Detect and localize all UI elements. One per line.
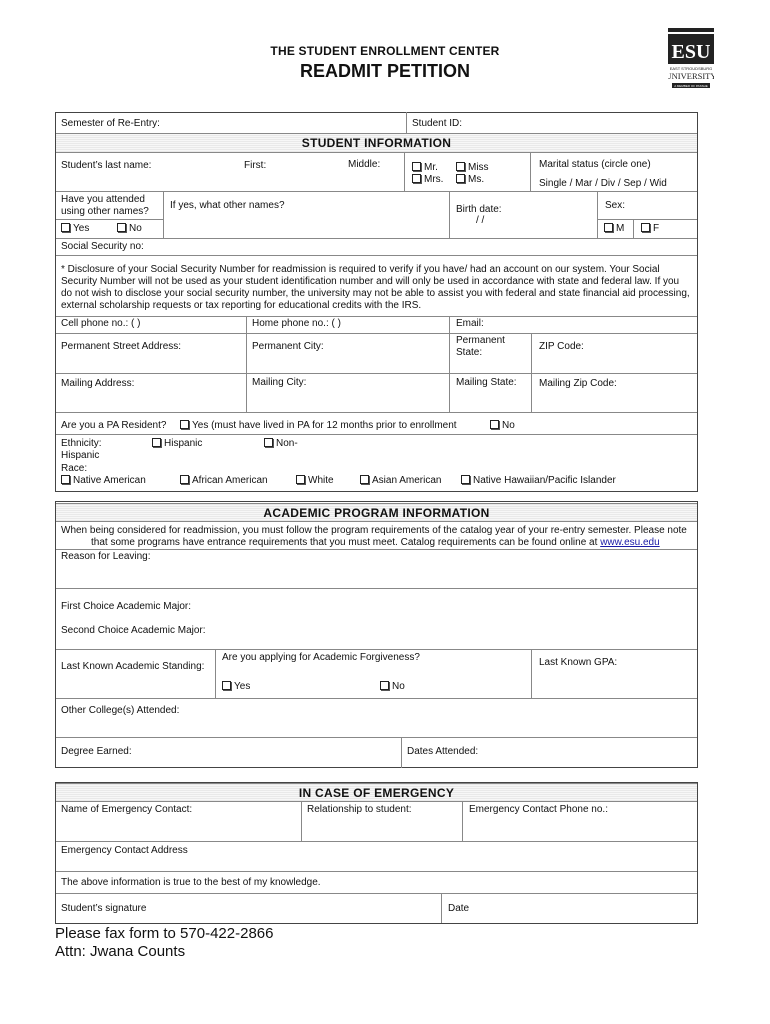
- attention-line: Attn: Jwana Counts: [55, 943, 186, 960]
- ssn-disclosure: * Disclosure of your Social Security Number for readmission is required to verify if you have/ had an account on our system. Your Social Security Number will not be used as your student identification number and will only be used in accordance with state and federal law. If you do not wish to disclose your social security number, the university may not be able to assist you with federal and state financial aid processing, external scholarship requests or tax reporting for educational credits with the IRS.: [61, 264, 690, 311]
- perm-state-label2: State:: [456, 347, 483, 358]
- academic-heading: ACADEMIC PROGRAM INFORMATION: [56, 503, 697, 522]
- title-mr[interactable]: Mr.: [412, 162, 438, 173]
- center-name: THE STUDENT ENROLLMENT CENTER: [270, 44, 500, 58]
- attended-other-names-q2: using other names?: [61, 206, 149, 217]
- ethnicity-hispanic-cont: Hispanic: [61, 450, 100, 461]
- form-header: [0, 44, 770, 82]
- last-name-label: Student’s last name:: [61, 160, 152, 171]
- mailing-zip-label: Mailing Zip Code:: [539, 378, 617, 389]
- forgiveness-yes[interactable]: Yes: [222, 681, 250, 692]
- dates-attended-label: Dates Attended:: [407, 746, 479, 757]
- race-label: Race:: [61, 463, 88, 474]
- degree-earned-label: Degree Earned:: [61, 746, 132, 757]
- cell-phone-label: Cell phone no.: ( ): [61, 318, 141, 329]
- date-label: Date: [448, 903, 470, 914]
- ethnicity-non-hispanic[interactable]: Non-: [264, 438, 298, 449]
- marital-options[interactable]: Single / Mar / Div / Sep / Wid: [539, 178, 667, 189]
- attended-yes-checkbox[interactable]: Yes: [61, 223, 89, 234]
- reason-leaving-label: Reason for Leaving:: [61, 551, 151, 562]
- logo-mark: ESU: [671, 41, 711, 63]
- sex-label: Sex:: [605, 200, 626, 211]
- race-native-american[interactable]: Native American: [61, 475, 146, 486]
- sex-m-checkbox[interactable]: M: [604, 223, 624, 234]
- forgiveness-no[interactable]: No: [380, 681, 405, 692]
- esu-link[interactable]: www.esu.edu: [600, 537, 660, 548]
- perm-state-label1: Permanent: [456, 335, 505, 346]
- attended-other-names-q1: Have you attended: [61, 194, 145, 205]
- pa-resident-no[interactable]: No: [490, 420, 515, 431]
- sex-f-checkbox[interactable]: F: [641, 223, 659, 234]
- forgiveness-question: Are you applying for Academic Forgiveness?: [222, 652, 420, 663]
- birth-date-slashes[interactable]: / /: [476, 215, 485, 226]
- signature-label: Student’s signature: [61, 903, 147, 914]
- relationship-label: Relationship to student:: [307, 804, 412, 815]
- other-colleges-label: Other College(s) Attended:: [61, 705, 180, 716]
- perm-street-label: Permanent Street Address:: [61, 341, 182, 352]
- first-name-label: First:: [244, 160, 267, 171]
- birth-date-label: Birth date:: [456, 204, 502, 215]
- standing-label: Last Known Academic Standing:: [61, 661, 205, 672]
- race-white[interactable]: White: [296, 475, 334, 486]
- catalog-note-1: When being considered for readmission, you must follow the program requirements of the catalog year of your re-entry semester. Please note: [61, 525, 687, 536]
- emergency-phone-label: Emergency Contact Phone no.:: [469, 804, 608, 815]
- race-asian-american[interactable]: Asian American: [360, 475, 441, 486]
- title-miss[interactable]: Miss: [456, 162, 489, 173]
- logo-line3: A MEMBER OF PASSHE: [674, 84, 708, 88]
- catalog-note-2: that some programs have entrance requirements that you must meet. Catalog requirements can be found online at www.esu.edu: [91, 537, 660, 548]
- student-id-label: Student ID:: [412, 118, 463, 129]
- logo-line2: UNIVERSITY: [668, 71, 714, 81]
- attended-no-checkbox[interactable]: No: [117, 223, 142, 234]
- marital-status-label: Marital status (circle one): [539, 159, 651, 170]
- certification-statement: The above information is true to the best of my knowledge.: [61, 877, 321, 888]
- emergency-heading: IN CASE OF EMERGENCY: [56, 783, 697, 802]
- page-title: READMIT PETITION: [300, 61, 470, 81]
- semester-label: Semester of Re-Entry:: [61, 118, 160, 129]
- race-native-hawaiian[interactable]: Native Hawaiian/Pacific Islander: [461, 475, 616, 486]
- student-info-heading: STUDENT INFORMATION: [56, 133, 697, 153]
- ssn-label: Social Security no:: [61, 241, 144, 252]
- perm-city-label: Permanent City:: [252, 341, 324, 352]
- zip-label: ZIP Code:: [539, 341, 584, 352]
- emergency-address-label: Emergency Contact Address: [61, 845, 188, 856]
- pa-resident-question: Are you a PA Resident?: [61, 420, 167, 431]
- mailing-city-label: Mailing City:: [252, 377, 307, 388]
- other-names-label: If yes, what other names?: [170, 200, 285, 211]
- email-label: Email:: [456, 318, 484, 329]
- middle-name-label: Middle:: [348, 159, 381, 170]
- title-mrs[interactable]: Mrs.: [412, 174, 443, 185]
- fax-instruction: Please fax form to 570-422-2866: [55, 925, 274, 942]
- home-phone-label: Home phone no.: ( ): [252, 318, 341, 329]
- second-major-label: Second Choice Academic Major:: [61, 625, 206, 636]
- mailing-address-label: Mailing Address:: [61, 378, 135, 389]
- race-african-american[interactable]: African American: [180, 475, 268, 486]
- first-major-label: First Choice Academic Major:: [61, 601, 192, 612]
- emergency-contact-label: Name of Emergency Contact:: [61, 804, 193, 815]
- ethnicity-label: Ethnicity:: [61, 438, 102, 449]
- gpa-label: Last Known GPA:: [539, 657, 618, 668]
- mailing-state-label: Mailing State:: [456, 377, 517, 388]
- logo-line1: EAST STROUDSBURG: [669, 66, 713, 71]
- ethnicity-hispanic[interactable]: Hispanic: [152, 438, 202, 449]
- pa-resident-yes[interactable]: Yes (must have lived in PA for 12 months prior to enrollment: [180, 420, 457, 431]
- title-ms[interactable]: Ms.: [456, 174, 484, 185]
- university-logo: [668, 28, 714, 92]
